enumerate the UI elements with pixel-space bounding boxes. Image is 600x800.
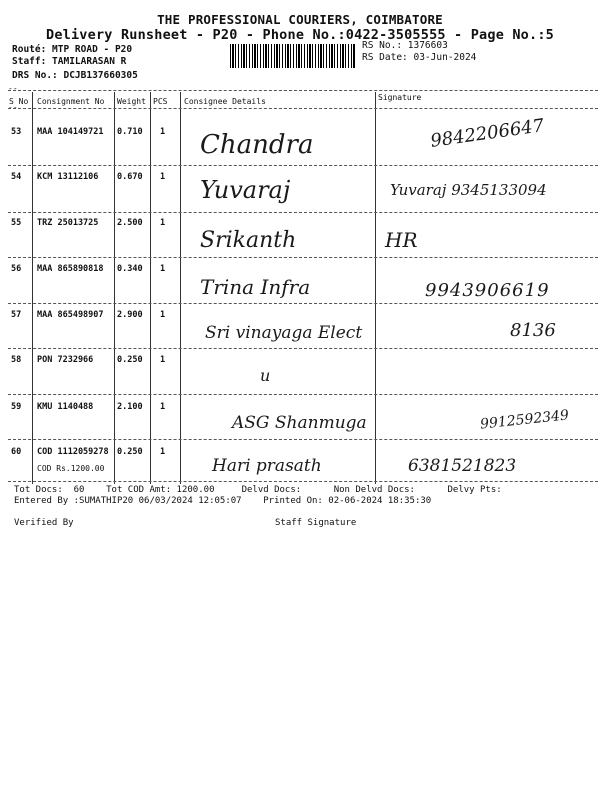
consignee-handwriting: ASG Shanmuga — [232, 413, 367, 433]
consignee-handwriting: Srikanth — [200, 228, 297, 253]
signature-handwriting: 9912592349 — [479, 407, 570, 433]
cod-amount-note: COD Rs.1200.00 — [37, 464, 105, 473]
row-divider — [8, 439, 598, 440]
divider — [8, 90, 598, 91]
col-consignment-header: Consignment No — [37, 97, 105, 106]
totals-line: Tot Docs: 60 Tot COD Amt: 1200.00 Delvd Docs: Non Delvd Docs: Delvy Pts: — [14, 485, 502, 495]
entered-by-line: Entered By :SUMATHIP20 06/03/2024 12:05:07 Printed On: 02-06-2024 18:35:30 — [14, 496, 432, 506]
row-sno: 58 — [11, 355, 22, 365]
consignee-handwriting: Chandra — [200, 130, 314, 160]
barcode-image — [230, 44, 355, 68]
row-weight: 0.250 — [117, 447, 143, 457]
col-weight-header: Weight — [117, 97, 146, 106]
consignee-handwriting: u — [260, 366, 271, 385]
consignee-handwriting: Sri vinayaga Elect — [205, 323, 363, 343]
row-consignment: COD 1112059278 — [37, 447, 109, 457]
rs-number: RS No.: 1376603 — [362, 40, 448, 51]
tick-mark: -- — [8, 103, 18, 112]
staff-signature-label: Staff Signature — [275, 518, 357, 528]
column-separator — [375, 92, 376, 484]
row-divider — [8, 394, 598, 395]
column-separator — [180, 92, 181, 484]
signature-handwriting: HR — [385, 228, 418, 252]
row-consignment: MAA 865498907 — [37, 310, 104, 320]
row-weight: 2.500 — [117, 218, 143, 228]
staff-label: Staff: TAMILARASAN R — [12, 56, 127, 67]
row-sno: 55 — [11, 218, 22, 228]
row-divider — [8, 212, 598, 213]
row-pcs: 1 — [160, 355, 166, 365]
signature-handwriting: Yuvaraj 9345133094 — [390, 181, 547, 199]
col-consignee-header: Consignee Details — [184, 97, 266, 106]
column-separator — [114, 92, 115, 484]
route-label: Routé: MTP ROAD - P20 — [12, 44, 133, 55]
row-consignment: PON 7232966 — [37, 355, 94, 365]
row-consignment: TRZ 25013725 — [37, 218, 99, 228]
consignee-handwriting: Hari prasath — [212, 456, 322, 476]
runsheet-title: Delivery Runsheet - P20 - Phone No.:0422-3505555 - Page No.:5 — [46, 27, 554, 43]
row-divider — [8, 165, 598, 166]
header-divider — [8, 108, 598, 109]
row-pcs: 1 — [160, 402, 166, 412]
row-weight: 2.900 — [117, 310, 143, 320]
signature-handwriting: 9943906619 — [425, 280, 550, 301]
row-weight: 0.710 — [117, 127, 143, 137]
rs-date: RS Date: 03-Jun-2024 — [362, 52, 477, 63]
tick-mark: -- — [8, 84, 18, 93]
row-pcs: 1 — [160, 310, 166, 320]
consignee-handwriting: Trina Infra — [200, 275, 311, 299]
row-pcs: 1 — [160, 172, 166, 182]
row-sno: 60 — [11, 447, 22, 457]
row-divider — [8, 257, 598, 258]
signature-handwriting: 8136 — [510, 320, 556, 341]
row-consignment: KMU 1140488 — [37, 402, 94, 412]
row-pcs: 1 — [160, 127, 166, 137]
row-consignment: MAA 104149721 — [37, 127, 104, 137]
row-consignment: KCM 13112106 — [37, 172, 99, 182]
col-sno-header: S No — [9, 97, 29, 106]
signature-handwriting: 6381521823 — [408, 456, 517, 476]
verified-by-label: Verified By — [14, 518, 74, 528]
row-pcs: 1 — [160, 218, 166, 228]
row-sno: 59 — [11, 402, 22, 412]
row-divider — [8, 348, 598, 349]
row-sno: 53 — [11, 127, 22, 137]
company-title: THE PROFESSIONAL COURIERS, COIMBATORE — [157, 12, 443, 27]
column-separator — [32, 92, 33, 484]
row-weight: 2.100 — [117, 402, 143, 412]
column-separator — [150, 92, 151, 484]
drs-label: DRS No.: DCJB137660305 — [12, 70, 138, 81]
row-pcs: 1 — [160, 264, 166, 274]
row-sno: 54 — [11, 172, 22, 182]
row-consignment: MAA 865890818 — [37, 264, 104, 274]
row-weight: 0.670 — [117, 172, 143, 182]
row-weight: 0.250 — [117, 355, 143, 365]
col-pcs-header: PCS — [153, 97, 168, 106]
row-divider — [8, 303, 598, 304]
row-weight: 0.340 — [117, 264, 143, 274]
row-divider — [8, 481, 598, 482]
row-pcs: 1 — [160, 447, 166, 457]
signature-handwriting: 9842206647 — [429, 115, 546, 152]
consignee-handwriting: Yuvaraj — [200, 176, 291, 204]
row-sno: 57 — [11, 310, 22, 320]
col-signature-header: Signature — [378, 93, 422, 102]
row-sno: 56 — [11, 264, 22, 274]
